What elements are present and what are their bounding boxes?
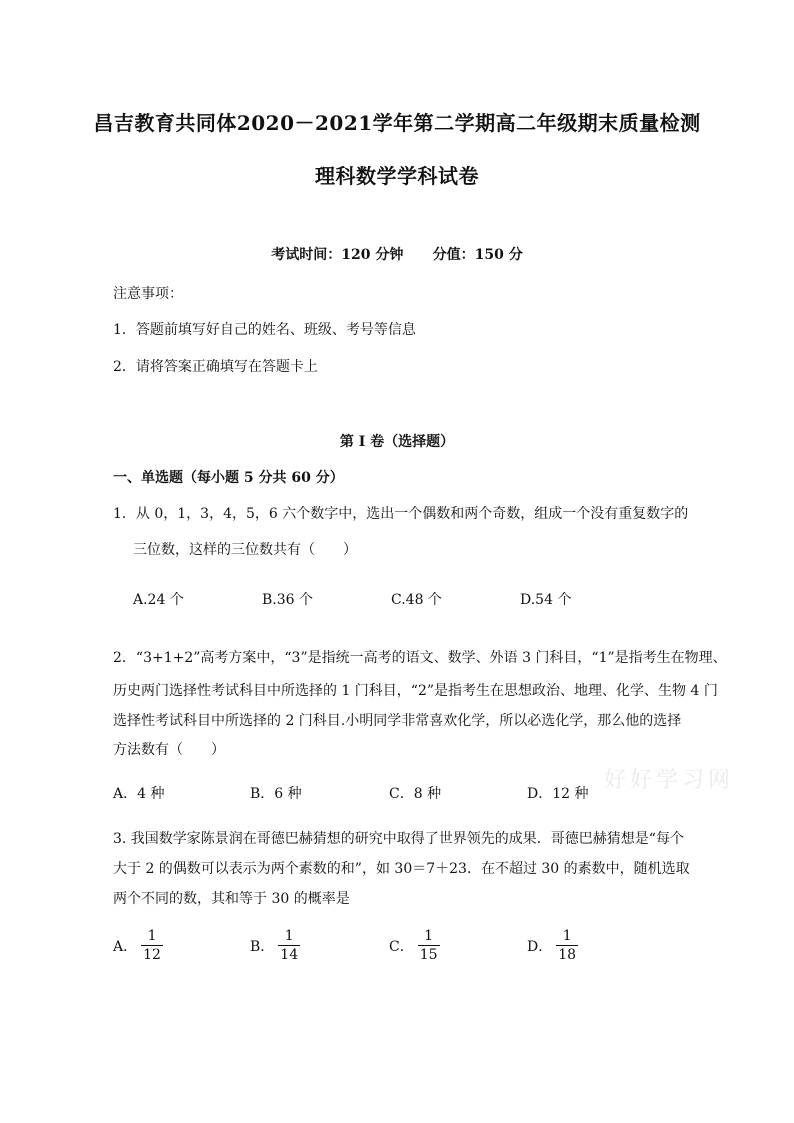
fraction-bar <box>278 945 300 946</box>
fraction-denominator: 14 <box>280 947 299 963</box>
fraction-bar <box>141 945 163 946</box>
q3-option-d[interactable] <box>527 928 578 963</box>
q1-option-c[interactable]: C.48 个 <box>391 592 442 608</box>
fraction <box>418 928 440 963</box>
q3-option-a-label: A． <box>113 938 138 955</box>
fraction-numerator: 1 <box>147 928 157 944</box>
question-2-line: 2．“3+1+2”高考方案中，“3”是指统一高考的语文、数学、外语 3 门科目，“1”是指考生在物理、 <box>113 650 727 666</box>
question-1-line: 1．从 0，1，3，4，5，6 六个数字中，选出一个偶数和两个奇数，组成一个没有重复数字的 <box>113 506 689 522</box>
note-item: 2．请将答案正确填写在答题卡上 <box>113 359 318 375</box>
exam-title-line2: 理科数学学科试卷 <box>315 164 479 188</box>
question-3-line: 大于 2 的偶数可以表示为两个素数的和”，如 30＝7＋23．在不超过 30 的素数中，随机选取 <box>113 861 690 877</box>
note-item: 1．答题前填写好自己的姓名、班级、考号等信息 <box>113 322 416 338</box>
section-title: 第 I 卷（选择题） <box>339 434 455 450</box>
fraction-numerator: 1 <box>562 928 572 944</box>
question-3-line: 3. 我国数学家陈景润在哥德巴赫猜想的研究中取得了世界领先的成果．哥德巴赫猜想是“每个 <box>113 831 684 847</box>
fraction <box>278 928 300 963</box>
q2-option-c[interactable]: C．8 种 <box>389 786 442 802</box>
q3-option-d-label: D． <box>527 938 553 955</box>
fraction-denominator: 15 <box>419 947 438 963</box>
q3-option-a[interactable] <box>113 928 163 963</box>
fraction-bar <box>556 945 578 946</box>
question-2-line: 方法数有（ ） <box>113 742 225 758</box>
question-2-line: 选择性考试科目中所选择的 2 门科目.小明同学非常喜欢化学，所以必选化学，那么他的选择 <box>113 713 682 729</box>
exam-title-line1: 昌吉教育共同体2020－2021学年第二学期高二年级期末质量检测 <box>93 111 701 135</box>
q2-option-a[interactable]: A．4 种 <box>113 786 165 802</box>
q3-option-c[interactable] <box>389 928 440 963</box>
q1-option-b[interactable]: B.36 个 <box>262 592 314 608</box>
fraction-denominator: 18 <box>558 947 577 963</box>
q2-option-b[interactable]: B．6 种 <box>250 786 302 802</box>
q1-option-a[interactable]: A.24 个 <box>133 592 184 608</box>
q2-option-d[interactable]: D．12 种 <box>527 786 589 802</box>
question-2-line: 历史两门选择性考试科目中所选择的 1 门科目，“2”是指考生在思想政治、地理、化学、生物 4 门 <box>113 683 718 699</box>
q3-option-b-label: B． <box>250 938 275 955</box>
q1-option-d[interactable]: D.54 个 <box>520 592 572 608</box>
fraction <box>556 928 578 963</box>
exam-info: 考试时间：120 分钟 分值：150 分 <box>271 247 523 263</box>
fraction-bar <box>418 945 440 946</box>
subsection-title: 一、单选题（每小题 5 分共 60 分） <box>113 470 344 486</box>
notes-heading: 注意事项： <box>113 286 183 302</box>
fraction-numerator: 1 <box>284 928 294 944</box>
fraction <box>141 928 163 963</box>
fraction-numerator: 1 <box>424 928 434 944</box>
q3-option-b[interactable] <box>250 928 300 963</box>
watermark-text: 好好学习网 <box>604 768 735 793</box>
question-3-line: 两个不同的数，其和等于 30 的概率是 <box>113 891 350 907</box>
question-1-line: 三位数，这样的三位数共有（ ） <box>133 542 357 558</box>
q3-option-c-label: C． <box>389 938 414 955</box>
fraction-denominator: 12 <box>143 947 161 963</box>
